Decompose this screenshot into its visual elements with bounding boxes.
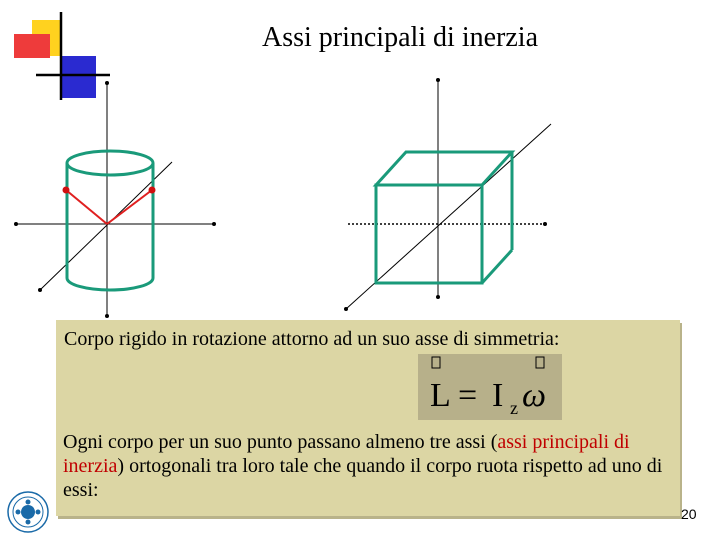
axis-end-dot xyxy=(212,222,216,226)
formula-I: I xyxy=(492,377,504,414)
axis-end-dot xyxy=(14,222,18,226)
axis-end-dot xyxy=(105,81,109,85)
axis-end-dot xyxy=(436,295,440,299)
vector-arrow-icon xyxy=(432,357,440,368)
cube-figure xyxy=(344,78,551,311)
cube-bottom-edge xyxy=(482,250,512,283)
axis-end-dot xyxy=(105,314,109,318)
axis-end-dot xyxy=(38,288,42,292)
cylinder-bottom-arc xyxy=(67,278,153,290)
angular-momentum-vector xyxy=(107,190,152,224)
mass-point xyxy=(149,187,156,194)
principal-axes-highlight: assi principali di inerzia xyxy=(63,431,630,477)
text-box xyxy=(56,320,680,516)
axis-end-dot xyxy=(436,78,440,82)
formula-equals: = xyxy=(458,377,478,414)
formula-omega: ω xyxy=(522,377,547,414)
cylinder-figure xyxy=(14,81,216,318)
para-text-before: Ogni corpo per un suo punto passano almeno tre assi ( xyxy=(63,431,498,453)
university-seal-logo xyxy=(6,490,50,534)
angular-momentum-vector xyxy=(66,190,107,224)
page-number: 20 xyxy=(681,506,697,522)
cube-top-face xyxy=(376,152,512,185)
angular-momentum-formula xyxy=(418,354,562,420)
axis-end-dot xyxy=(543,222,547,226)
cylinder-top-ellipse xyxy=(67,151,153,175)
formula-graphic xyxy=(418,354,562,420)
vector-arrow-icon xyxy=(536,357,544,368)
formula-subscript: z xyxy=(510,398,518,418)
mass-point xyxy=(63,187,70,194)
principal-axes-paragraph xyxy=(63,430,673,502)
formula-L: L xyxy=(430,377,451,414)
para-text-after: ) ortogonali tra loro tale che quando il corpo ruota rispetto ad uno di essi: xyxy=(63,455,663,501)
statement-line: Corpo rigido in rotazione attorno ad un suo asse di simmetria: xyxy=(64,328,560,350)
axis-end-dot xyxy=(344,307,348,311)
slide-title: Assi principali di inerzia xyxy=(261,22,539,53)
